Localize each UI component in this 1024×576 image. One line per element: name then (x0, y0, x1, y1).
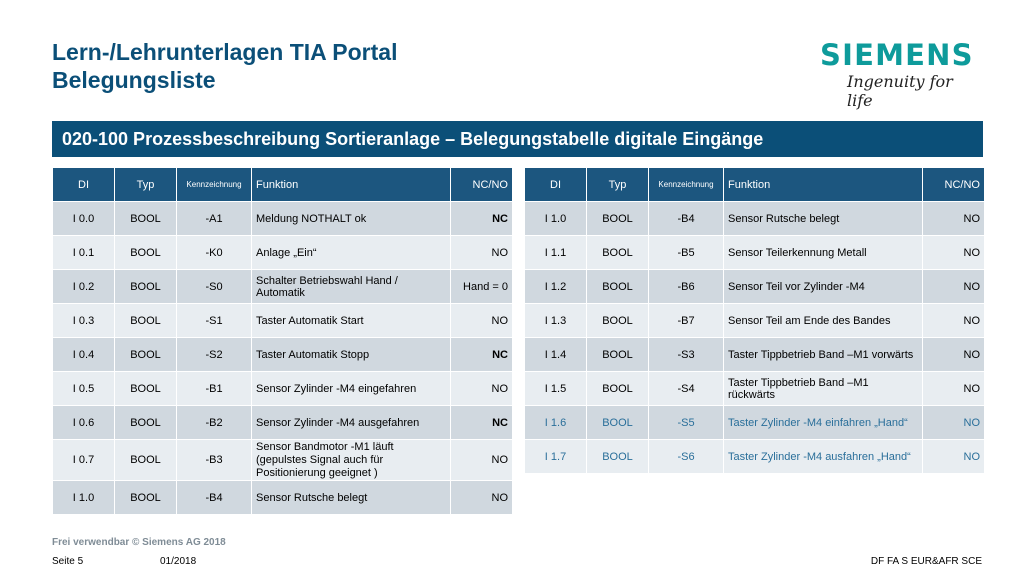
cell-funktion: Sensor Teil vor Zylinder -M4 (724, 270, 923, 304)
cell-typ: BOOL (115, 372, 177, 406)
table-row (53, 406, 513, 440)
table-body-left (53, 202, 513, 515)
cell-funktion: Taster Tippbetrieb Band –M1 rückwärts (724, 372, 923, 406)
cell-di: I 0.3 (53, 304, 115, 338)
header-funktion: Funktion (252, 168, 451, 202)
doc-date: 01/2018 (160, 556, 197, 567)
header-kennzeichnung: Kennzeichnung (649, 168, 724, 202)
cell-funktion: Anlage „Ein“ (252, 236, 451, 270)
table-body-right (525, 202, 985, 474)
cell-typ: BOOL (587, 372, 649, 406)
table-header-row (53, 168, 513, 202)
cell-kennzeichnung: -B1 (177, 372, 252, 406)
cell-di: I 1.5 (525, 372, 587, 406)
title-line-1: Lern-/Lehrunterlagen TIA Portal (52, 39, 398, 65)
cell-funktion: Sensor Rutsche belegt (724, 202, 923, 236)
license-note: Frei verwendbar © Siemens AG 2018 (52, 537, 226, 548)
cell-funktion: Taster Automatik Start (252, 304, 451, 338)
table-row (53, 270, 513, 304)
cell-ncno: NO (451, 481, 513, 515)
header-ncno: NC/NO (923, 168, 985, 202)
table-row (53, 202, 513, 236)
cell-funktion: Sensor Bandmotor -M1 läuft (gepulstes Signal auch für Positionierung geeignet ) (252, 440, 451, 481)
cell-ncno: NO (923, 338, 985, 372)
page-number: Seite 5 (52, 556, 84, 567)
cell-typ: BOOL (587, 440, 649, 474)
cell-di: I 1.4 (525, 338, 587, 372)
cell-kennzeichnung: -S4 (649, 372, 724, 406)
cell-ncno: NO (923, 236, 985, 270)
cell-kennzeichnung: -K0 (177, 236, 252, 270)
cell-ncno: NO (923, 406, 985, 440)
table-row (525, 406, 985, 440)
cell-typ: BOOL (115, 202, 177, 236)
cell-funktion: Taster Zylinder -M4 ausfahren „Hand“ (724, 440, 923, 474)
cell-kennzeichnung: -B7 (649, 304, 724, 338)
cell-di: I 1.1 (525, 236, 587, 270)
cell-typ: BOOL (587, 270, 649, 304)
table-row (525, 338, 985, 372)
table-row (525, 270, 985, 304)
cell-kennzeichnung: -A1 (177, 202, 252, 236)
cell-di: I 1.6 (525, 406, 587, 440)
table-row (525, 372, 985, 406)
cell-typ: BOOL (587, 236, 649, 270)
cell-funktion: Sensor Zylinder -M4 ausgefahren (252, 406, 451, 440)
department-code: DF FA S EUR&AFR SCE (870, 556, 982, 567)
cell-typ: BOOL (587, 202, 649, 236)
cell-kennzeichnung: -B4 (177, 481, 252, 515)
cell-kennzeichnung: -S6 (649, 440, 724, 474)
page-title (52, 38, 397, 94)
cell-ncno: NO (451, 236, 513, 270)
table-row (525, 440, 985, 474)
table-row (525, 236, 985, 270)
cell-funktion: Meldung NOTHALT ok (252, 202, 451, 236)
table-row (53, 372, 513, 406)
cell-typ: BOOL (115, 338, 177, 372)
cell-funktion: Sensor Rutsche belegt (252, 481, 451, 515)
cell-kennzeichnung: -S3 (649, 338, 724, 372)
cell-typ: BOOL (587, 304, 649, 338)
cell-ncno: NO (451, 304, 513, 338)
cell-typ: BOOL (587, 338, 649, 372)
cell-funktion: Sensor Teil am Ende des Bandes (724, 304, 923, 338)
cell-ncno: Hand = 0 (451, 270, 513, 304)
cell-ncno: NC (451, 406, 513, 440)
cell-kennzeichnung: -S1 (177, 304, 252, 338)
cell-ncno: NO (923, 372, 985, 406)
table-row (53, 338, 513, 372)
cell-kennzeichnung: -S2 (177, 338, 252, 372)
cell-di: I 1.0 (53, 481, 115, 515)
cell-ncno: NO (923, 304, 985, 338)
cell-ncno: NO (923, 270, 985, 304)
table-row (53, 236, 513, 270)
header-typ: Typ (587, 168, 649, 202)
cell-typ: BOOL (115, 304, 177, 338)
cell-funktion: Sensor Zylinder -M4 eingefahren (252, 372, 451, 406)
cell-di: I 0.2 (53, 270, 115, 304)
cell-di: I 0.0 (53, 202, 115, 236)
cell-di: I 1.3 (525, 304, 587, 338)
cell-kennzeichnung: -S0 (177, 270, 252, 304)
table-row (525, 304, 985, 338)
siemens-logo (820, 38, 980, 110)
cell-kennzeichnung: -B6 (649, 270, 724, 304)
cell-funktion: Sensor Teilerkennung Metall (724, 236, 923, 270)
table-row (53, 304, 513, 338)
cell-di: I 0.4 (53, 338, 115, 372)
cell-typ: BOOL (115, 406, 177, 440)
cell-typ: BOOL (587, 406, 649, 440)
cell-ncno: NO (923, 440, 985, 474)
cell-di: I 0.6 (53, 406, 115, 440)
cell-typ: BOOL (115, 440, 177, 481)
cell-di: I 0.1 (53, 236, 115, 270)
section-banner: 020-100 Prozessbeschreibung Sortieranlage – Belegungstabelle digitale Eingänge (52, 121, 983, 157)
cell-ncno: NO (451, 440, 513, 481)
header-funktion: Funktion (724, 168, 923, 202)
header-ncno: NC/NO (451, 168, 513, 202)
title-line-2: Belegungsliste (52, 67, 216, 93)
table-row (525, 202, 985, 236)
cell-typ: BOOL (115, 481, 177, 515)
io-table-right (524, 167, 985, 474)
cell-typ: BOOL (115, 236, 177, 270)
cell-funktion: Taster Zylinder -M4 einfahren „Hand“ (724, 406, 923, 440)
cell-ncno: NO (451, 372, 513, 406)
header-di: DI (53, 168, 115, 202)
cell-kennzeichnung: -B5 (649, 236, 724, 270)
logo-tagline: Ingenuity for life (847, 72, 953, 110)
header-kennzeichnung: Kennzeichnung (177, 168, 252, 202)
cell-ncno: NC (451, 202, 513, 236)
table-header-row (525, 168, 985, 202)
cell-di: I 1.2 (525, 270, 587, 304)
cell-ncno: NC (451, 338, 513, 372)
cell-funktion: Taster Tippbetrieb Band –M1 vorwärts (724, 338, 923, 372)
cell-funktion: Taster Automatik Stopp (252, 338, 451, 372)
cell-kennzeichnung: -S5 (649, 406, 724, 440)
header-typ: Typ (115, 168, 177, 202)
table-row (53, 481, 513, 515)
cell-typ: BOOL (115, 270, 177, 304)
cell-kennzeichnung: -B2 (177, 406, 252, 440)
logo-brand: SIEMENS (820, 38, 974, 72)
cell-di: I 0.7 (53, 440, 115, 481)
cell-di: I 1.0 (525, 202, 587, 236)
cell-di: I 1.7 (525, 440, 587, 474)
header-di: DI (525, 168, 587, 202)
cell-di: I 0.5 (53, 372, 115, 406)
io-table-left (52, 167, 513, 515)
table-row (53, 440, 513, 481)
cell-funktion: Schalter Betriebswahl Hand / Automatik (252, 270, 451, 304)
cell-ncno: NO (923, 202, 985, 236)
cell-kennzeichnung: -B3 (177, 440, 252, 481)
cell-kennzeichnung: -B4 (649, 202, 724, 236)
